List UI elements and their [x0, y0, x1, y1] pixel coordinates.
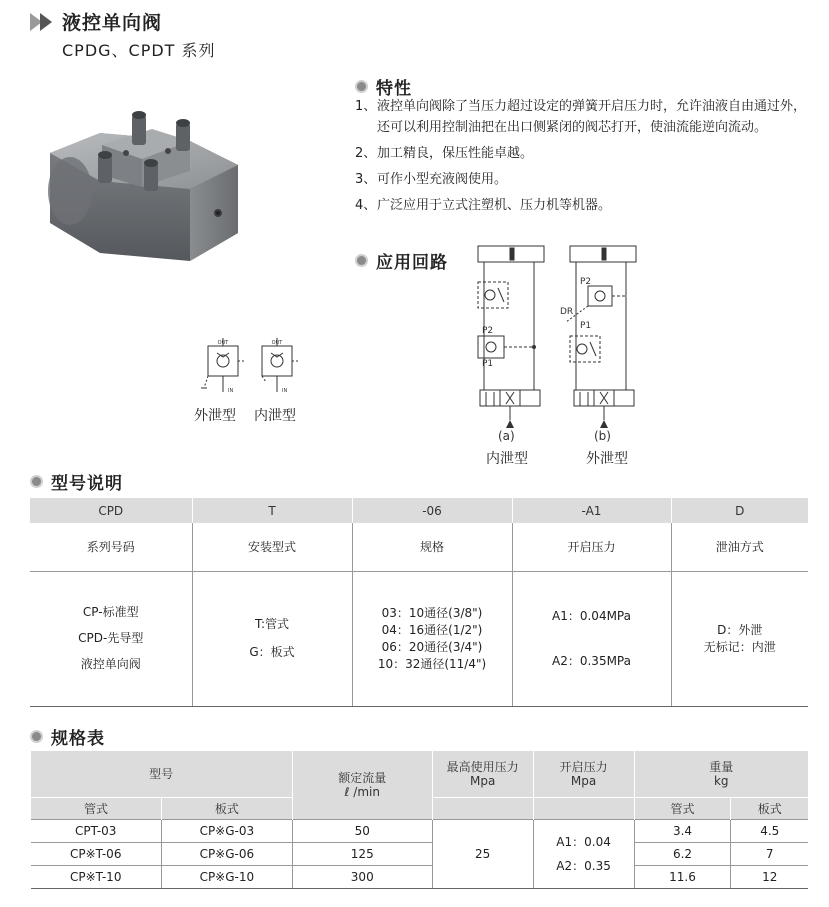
- out-port-label: OUT: [217, 340, 229, 346]
- feature-item: 1、 液控单向阀除了当压力超过设定的弹簧开启压力时，允许油液自由通过外，还可以利用控制油把在出口侧紧闭的阀芯打开，使油流能逆向流动。: [355, 99, 807, 135]
- size-options: 03：10通径(3/8") 04：16通径(1/2") 06：20通径(3/4") 10：32通径(11/4"): [352, 571, 512, 706]
- col-weight-pipe: 管式: [634, 797, 731, 819]
- code-pressure: -A1: [512, 498, 671, 523]
- code-size: -06: [352, 498, 512, 523]
- feature-item: 2、 加工精良，保压性能卓越。: [355, 146, 534, 161]
- page-title-row: [30, 8, 162, 35]
- circuit-a-tag: (a): [498, 429, 515, 443]
- features-heading: 特性: [355, 74, 412, 99]
- code-series: CPD: [30, 498, 192, 523]
- bullet-dot-icon: [30, 475, 43, 488]
- desc-series: 系列号码: [30, 523, 192, 571]
- col-flow: 额定流量 ℓ /min: [292, 751, 432, 819]
- max-pressure-value: 25: [432, 819, 533, 888]
- desc-mount: 安装型式: [192, 523, 352, 571]
- spec-heading: 规格表: [30, 724, 105, 749]
- col-weight: 重量 kg: [634, 751, 808, 797]
- col-max-pressure: 最高使用压力 Mpa: [432, 751, 533, 797]
- open-pressure-value: A1：0.04 A2：0.35: [533, 819, 634, 888]
- external-drain-symbol: [201, 338, 244, 392]
- port-p1-label: P1: [580, 321, 592, 331]
- mount-options: T:管式 G：板式: [192, 571, 352, 706]
- bullet-dot-icon: [30, 730, 43, 743]
- valve-product-image: [40, 105, 250, 265]
- series-options: CP-标准型 CPD-先导型 液控单向阀: [30, 571, 192, 706]
- spec-header-row: [31, 751, 809, 797]
- double-arrow-icon: [30, 13, 56, 31]
- feature-item: 4、 广泛应用于立式注塑机、压力机等机器。: [355, 198, 612, 213]
- table-row: CPT-03 CP※G-03 50 25 A1：0.04 A2：0.35 3.4 4.5: [31, 819, 809, 842]
- col-pipe: 管式: [31, 797, 162, 819]
- page-title: 液控单向阀: [62, 12, 163, 34]
- application-circuits: [470, 240, 650, 450]
- bullet-dot-icon: [355, 80, 368, 93]
- bullet-dot-icon: [355, 254, 368, 267]
- desc-size: 规格: [352, 523, 512, 571]
- in-port-label: IN: [282, 388, 288, 394]
- model-code-row: [30, 498, 808, 523]
- check-valve-symbols: [200, 336, 304, 398]
- spec-table: [30, 751, 808, 889]
- code-drain: D: [671, 498, 808, 523]
- port-p2-label: P2: [482, 326, 494, 336]
- table-row: CP※T-10 CP※G-10 300 11.6 12: [31, 865, 809, 888]
- col-model: 型号: [31, 751, 293, 797]
- desc-drain: 泄油方式: [671, 523, 808, 571]
- col-weight-plate: 板式: [731, 797, 808, 819]
- port-p2-label: P2: [580, 277, 592, 287]
- feature-item: 3、 可作小型充液阀使用。: [355, 172, 508, 187]
- model-code-table: [30, 498, 808, 707]
- col-plate: 板式: [161, 797, 292, 819]
- application-heading: 应用回路: [355, 248, 448, 273]
- pressure-options: A1：0.04MPa A2：0.35MPa: [512, 571, 671, 706]
- circuit-a: [478, 246, 544, 428]
- desc-pressure: 开启压力: [512, 523, 671, 571]
- circuit-b-label: 外泄型: [586, 451, 628, 467]
- circuit-b: [566, 246, 636, 428]
- circuit-b-tag: (b): [594, 429, 611, 443]
- features-list: [355, 96, 815, 216]
- port-dr-label: DR: [560, 307, 574, 317]
- col-open-pressure: 开启压力 Mpa: [533, 751, 634, 797]
- table-row: CP※T-06 CP※G-06 125 6.2 7: [31, 842, 809, 865]
- model-desc-row: [30, 523, 808, 571]
- page-subtitle: CPDG、CPDT 系列: [62, 41, 216, 60]
- circuit-a-label: 内泄型: [486, 451, 528, 467]
- port-p1-label: P1: [482, 359, 494, 369]
- model-options-row: [30, 571, 808, 706]
- in-port-label: IN: [228, 388, 234, 394]
- drain-options: D：外泄 无标记：内泄: [671, 571, 808, 706]
- external-drain-label: 外泄型: [194, 408, 236, 424]
- out-port-label: OUT: [271, 340, 283, 346]
- internal-drain-symbol: [262, 338, 298, 392]
- internal-drain-label: 内泄型: [254, 408, 296, 424]
- code-mount: T: [192, 498, 352, 523]
- model-heading: 型号说明: [30, 469, 123, 494]
